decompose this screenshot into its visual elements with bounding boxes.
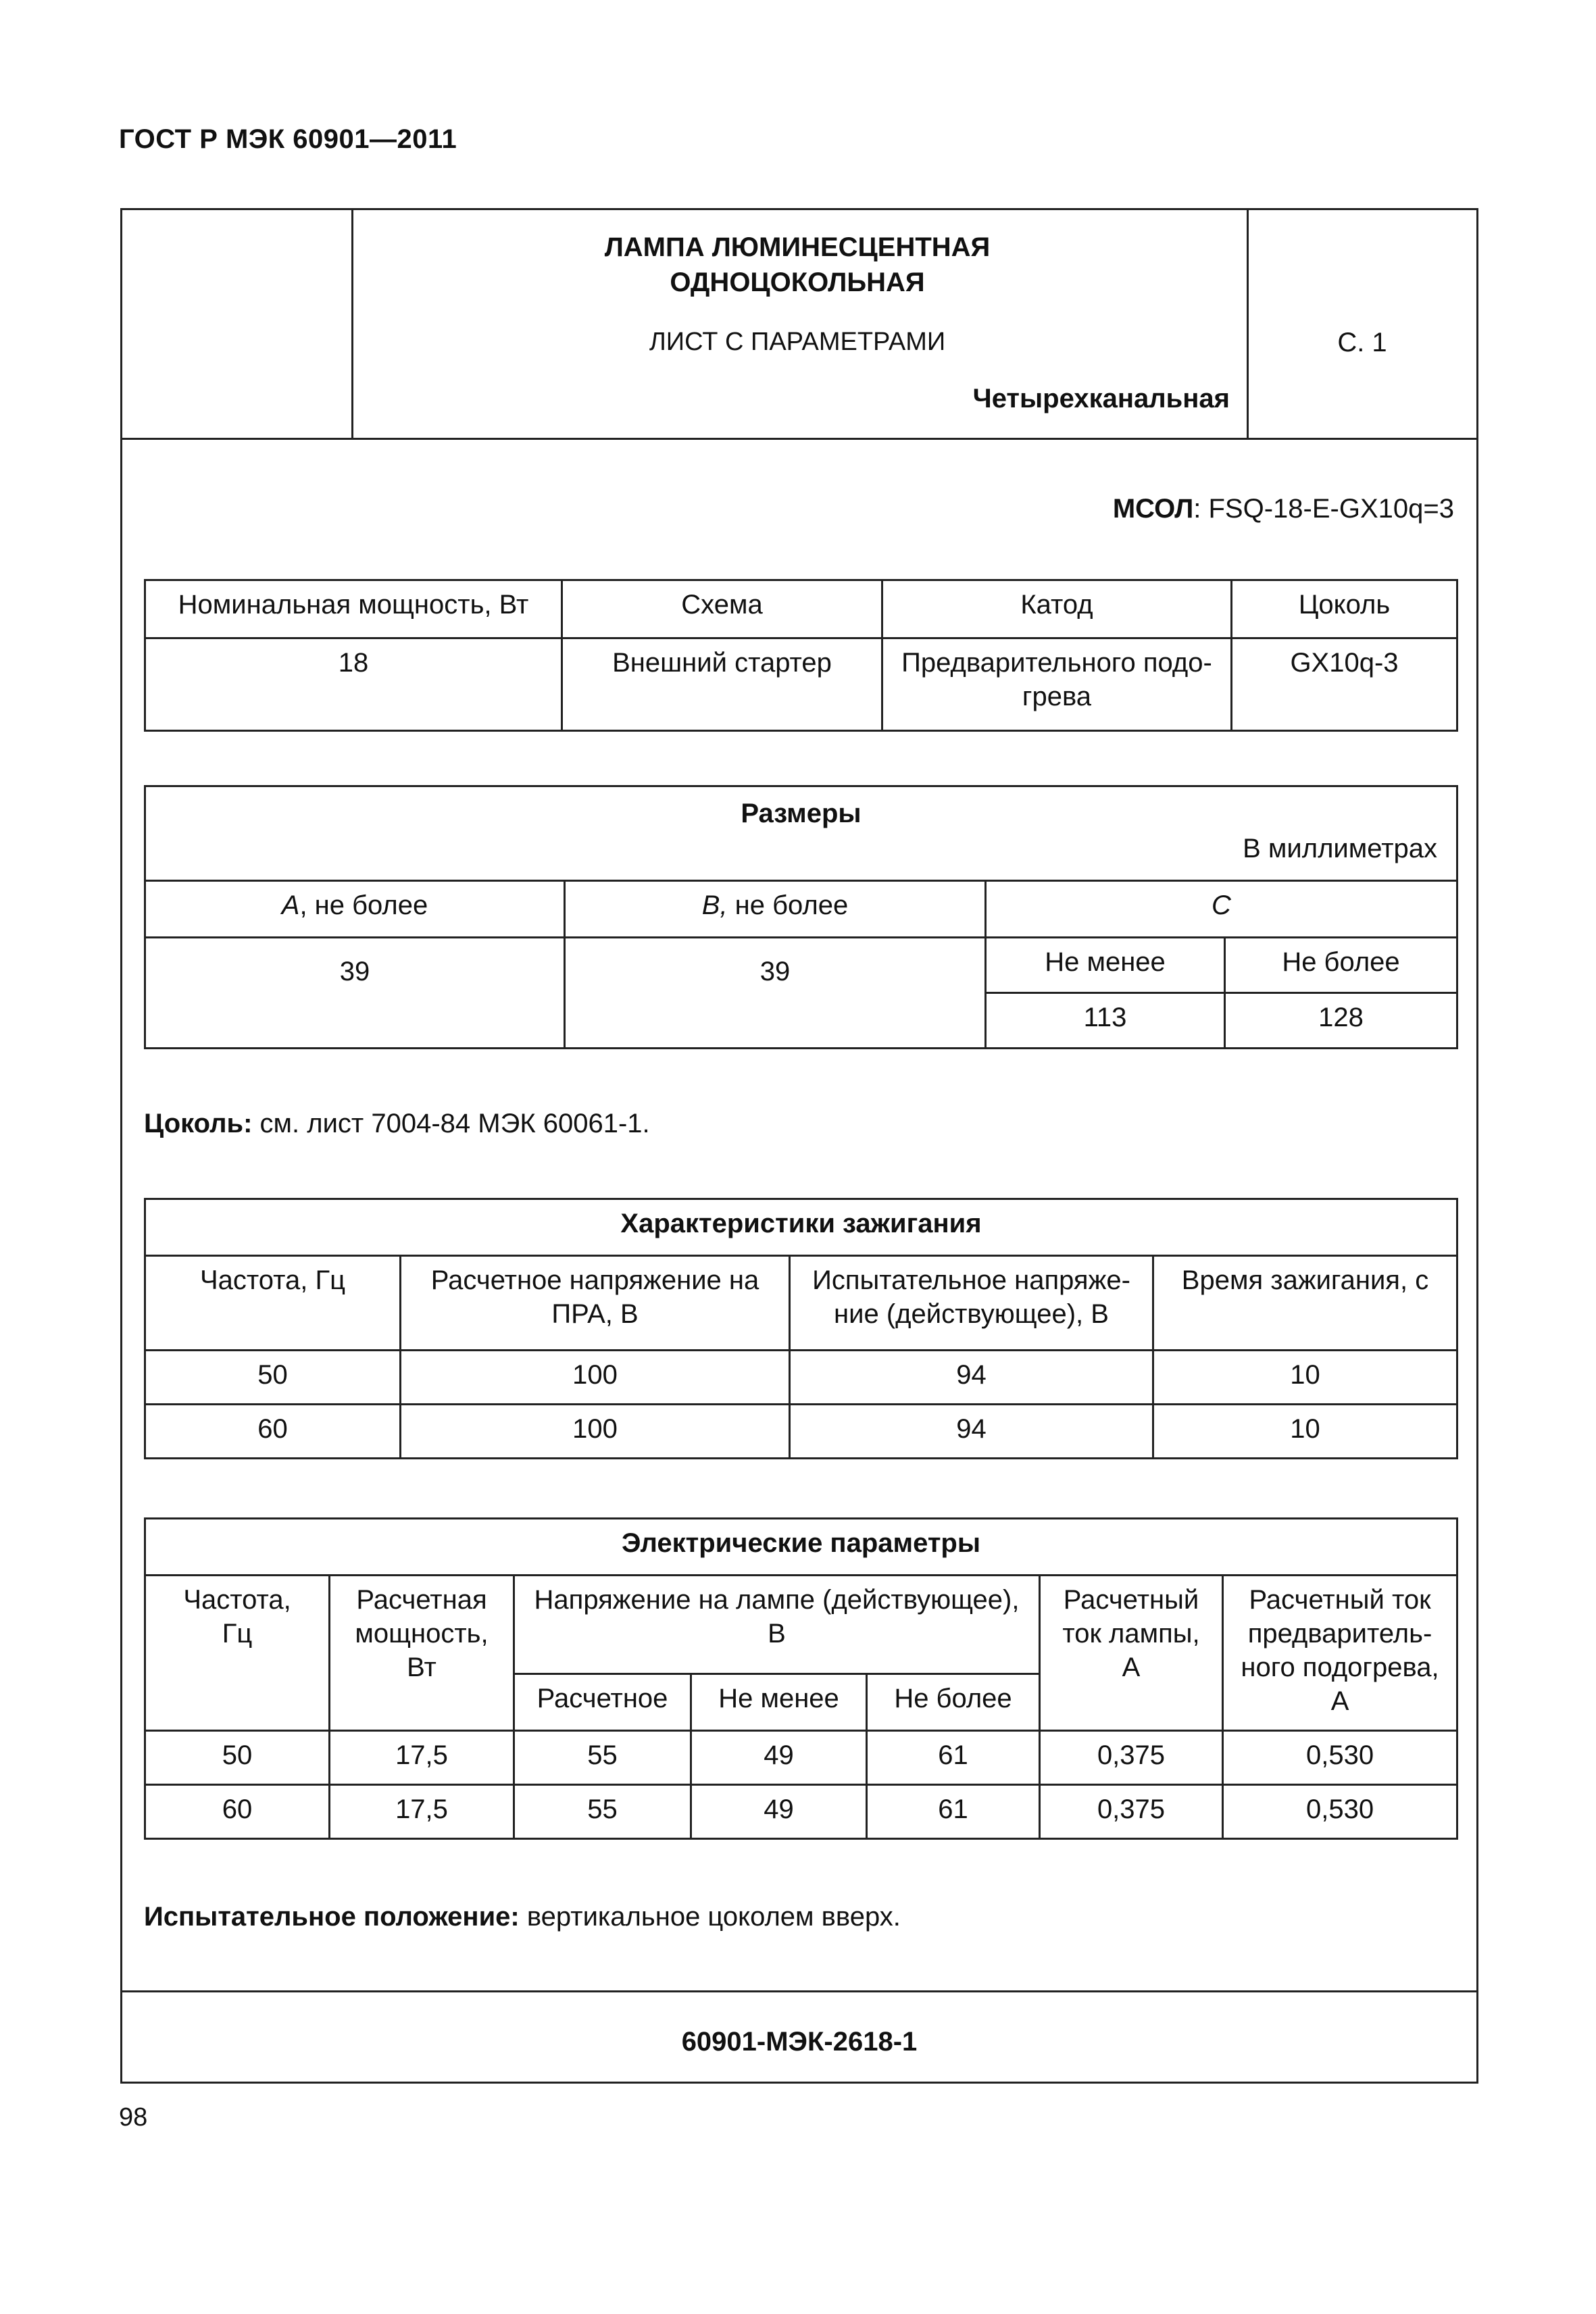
dimensions-header-row: [145, 881, 1457, 938]
lamp-title-line1: ЛАМПА ЛЮМИНЕСЦЕНТНАЯ: [604, 232, 991, 262]
sheet-label: ЛИСТ С ПАРАМЕТРАМИ: [649, 328, 946, 356]
document-standard-header: ГОСТ Р МЭК 60901—2011: [119, 124, 457, 154]
header-dim-b: [565, 881, 986, 938]
table-row: [145, 1785, 1457, 1839]
test-position-label: Испытательное положение:: [144, 1902, 520, 1932]
cell-ballast-voltage: 100: [401, 1351, 790, 1405]
power-line2: мощность,: [355, 1619, 489, 1649]
cell-voltage-min: 49: [691, 1731, 867, 1785]
voltage-line2: В: [768, 1619, 786, 1649]
sheet-code: 60901-МЭК-2618-1: [681, 2027, 918, 2057]
cell-dim-a: 39: [145, 938, 565, 1049]
header-voltage-min: Не менее: [691, 1674, 867, 1731]
cell-frequency: 60: [145, 1785, 330, 1839]
cap-note-label: Цоколь:: [144, 1109, 253, 1138]
sheet-page-label: С. 1: [1337, 328, 1387, 357]
cap-note: [144, 1107, 1428, 1140]
current-line1: Расчетный: [1063, 1585, 1199, 1615]
lamp-designation: [811, 492, 1454, 526]
footer-separator-line: [122, 1990, 1476, 1992]
cell-cap: GX10q-3: [1232, 638, 1457, 731]
ignition-table: [144, 1198, 1458, 1459]
cell-voltage-min: 49: [691, 1785, 867, 1839]
cell-c-min: 113: [986, 993, 1225, 1049]
dimensions-title: Размеры: [741, 799, 862, 828]
cell-cathode: [882, 638, 1232, 731]
power-line3: Вт: [407, 1653, 437, 1682]
electrical-title: Электрические параметры: [145, 1519, 1457, 1576]
ignition-header-row: [145, 1256, 1457, 1351]
dimensions-title-cell: [145, 786, 1457, 881]
dimensions-table: [144, 785, 1458, 1049]
cell-preheat-current: 0,530: [1223, 1731, 1457, 1785]
table-header-row: [145, 580, 1457, 638]
table-row: [145, 1405, 1457, 1459]
dim-b-rest: не более: [727, 890, 849, 920]
cell-test-voltage: 94: [790, 1405, 1153, 1459]
cell-ignition-time: 10: [1153, 1351, 1457, 1405]
ballast-voltage-line2: ПРА, В: [551, 1299, 639, 1329]
preheat-line1: Расчетный ток: [1249, 1585, 1431, 1615]
cell-frequency: 50: [145, 1731, 330, 1785]
preheat-line4: А: [1330, 1686, 1349, 1716]
ballast-voltage-line1: Расчетное напряжение на: [430, 1265, 759, 1295]
dim-a-letter: А: [281, 890, 300, 920]
lamp-variant: Четырехканальная: [972, 384, 1230, 413]
title-divider-right: [1247, 210, 1249, 440]
freq-line1: Частота,: [183, 1585, 291, 1615]
cell-frequency: 60: [145, 1405, 401, 1459]
dimensions-unit: В миллиметрах: [1243, 834, 1437, 863]
cell-dim-b: 39: [565, 938, 986, 1049]
header-lamp-current: [1040, 1576, 1223, 1731]
cell-voltage-rated: 55: [514, 1785, 691, 1839]
power-line1: Расчетная: [356, 1585, 487, 1615]
table-row: [145, 1351, 1457, 1405]
cell-lamp-current: 0,375: [1040, 1731, 1223, 1785]
table-row: [145, 1731, 1457, 1785]
cathode-line2: грева: [1022, 682, 1092, 711]
header-ignition-time: Время зажигания, с: [1153, 1256, 1457, 1351]
test-position-note: [144, 1900, 1428, 1934]
lamp-parameters-table: [144, 579, 1458, 732]
cell-ballast-voltage: 100: [401, 1405, 790, 1459]
title-block-bottom-line: [122, 438, 1476, 440]
cell-rated-power: 17,5: [330, 1785, 514, 1839]
cell-test-voltage: 94: [790, 1351, 1153, 1405]
cell-voltage-max: 61: [867, 1731, 1040, 1785]
header-c-min: Не менее: [986, 938, 1225, 993]
cell-voltage-max: 61: [867, 1785, 1040, 1839]
header-test-voltage: [790, 1256, 1153, 1351]
header-frequency: Частота, Гц: [145, 1256, 401, 1351]
electrical-title-row: [145, 1519, 1457, 1576]
header-dim-a: [145, 881, 565, 938]
ignition-title-row: [145, 1199, 1457, 1256]
header-ballast-voltage: [401, 1256, 790, 1351]
table-row: [145, 638, 1457, 731]
cell-preheat-current: 0,530: [1223, 1785, 1457, 1839]
electrical-header-row: [145, 1576, 1457, 1674]
dim-c-letter: С: [1212, 890, 1231, 920]
cap-note-text: см. лист 7004-84 МЭК 60061-1.: [252, 1109, 650, 1138]
current-line3: А: [1122, 1653, 1141, 1682]
header-voltage-max: Не более: [867, 1674, 1040, 1731]
header-cathode: Катод: [882, 580, 1232, 638]
header-power: Номинальная мощность, Вт: [145, 580, 562, 638]
preheat-line3: ного подогрева,: [1241, 1653, 1439, 1682]
preheat-line2: предваритель-: [1247, 1619, 1432, 1649]
freq-line2: Гц: [222, 1619, 253, 1649]
voltage-line1: Напряжение на лампе (действующее),: [534, 1585, 1020, 1615]
lamp-title-line2: ОДНОЦОКОЛЬНАЯ: [670, 268, 925, 297]
header-preheat-current: [1223, 1576, 1457, 1731]
test-voltage-line1: Испытательное напряже-: [812, 1265, 1130, 1295]
header-scheme: Схема: [562, 580, 882, 638]
header-dim-c: [986, 881, 1457, 938]
cell-ignition-time: 10: [1153, 1405, 1457, 1459]
ignition-title: Характеристики зажигания: [145, 1199, 1457, 1256]
dimensions-subheader-row: [145, 938, 1457, 993]
current-line2: ток лампы,: [1062, 1619, 1200, 1649]
cell-lamp-current: 0,375: [1040, 1785, 1223, 1839]
header-rated-power: [330, 1576, 514, 1731]
test-voltage-line2: ние (действующее), В: [834, 1299, 1109, 1329]
dimensions-title-row: [145, 786, 1457, 881]
cell-voltage-rated: 55: [514, 1731, 691, 1785]
page-number: 98: [119, 2103, 148, 2132]
cathode-line1: Предварительного подо-: [901, 648, 1212, 678]
header-voltage-rated: Расчетное: [514, 1674, 691, 1731]
dim-b-letter: В,: [701, 890, 728, 920]
cell-rated-power: 17,5: [330, 1731, 514, 1785]
cell-c-max: 128: [1225, 993, 1457, 1049]
cell-power: 18: [145, 638, 562, 731]
header-lamp-voltage: [514, 1576, 1040, 1674]
test-position-text: вертикальное цоколем вверх.: [519, 1902, 901, 1932]
cell-frequency: 50: [145, 1351, 401, 1405]
header-frequency: [145, 1576, 330, 1731]
header-c-max: Не более: [1225, 938, 1457, 993]
cell-scheme: Внешний стартер: [562, 638, 882, 731]
designation-label: МСОЛ: [1112, 494, 1194, 524]
electrical-table: [144, 1517, 1458, 1840]
header-cap: Цоколь: [1232, 580, 1457, 638]
designation-value: : FSQ-18-E-GX10q=3: [1193, 494, 1454, 524]
dim-a-rest: , не более: [299, 890, 428, 920]
